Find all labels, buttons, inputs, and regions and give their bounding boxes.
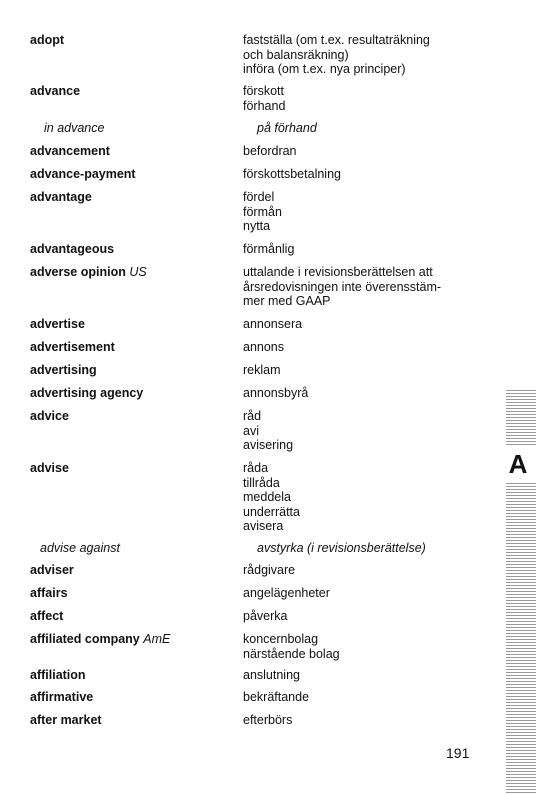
definition-line: uttalande i revisionsberättelsen att xyxy=(243,265,433,279)
entry-term: adverse opinion US xyxy=(30,265,147,279)
entry-definitions xyxy=(243,317,503,332)
definition-line: närstående bolag xyxy=(243,646,340,661)
definition-line: fastställa (om t.ex. resultaträkning xyxy=(243,33,430,47)
definition-line: anslutning xyxy=(243,668,300,682)
definition-line: reklam xyxy=(243,363,281,377)
definition-line: mer med GAAP xyxy=(243,294,331,308)
definition-line: efterbörs xyxy=(243,713,293,727)
entry-definitions xyxy=(243,409,503,453)
definition-line: råd xyxy=(243,409,262,423)
entry-term: affairs xyxy=(30,586,68,600)
definition-line: råda xyxy=(243,461,269,475)
entry-definitions xyxy=(243,713,503,728)
entry-subterm: advise against xyxy=(40,541,120,555)
entry-definitions xyxy=(243,563,503,578)
entry-definitions xyxy=(257,121,517,136)
entry-term: advertise xyxy=(30,317,85,331)
thumb-index-letter: A xyxy=(500,447,536,481)
definition-line: avisera xyxy=(243,519,284,533)
term-qualifier: AmE xyxy=(143,632,171,646)
definition-line: tillråda xyxy=(243,475,280,490)
entry-term: adopt xyxy=(30,33,65,47)
definition-line: koncernbolag xyxy=(243,632,319,646)
entry-term: affiliated company AmE xyxy=(30,632,171,646)
definition-line: förmån xyxy=(243,204,282,219)
entry-definitions xyxy=(243,190,503,234)
entry-definitions xyxy=(243,668,503,683)
definition-line: förskott xyxy=(243,84,284,98)
entry-term: advancement xyxy=(30,144,110,158)
definition-line: avstyrka (i revisionsberättelse) xyxy=(257,541,426,555)
definition-line: fördel xyxy=(243,190,275,204)
entry-definitions xyxy=(243,167,503,182)
definition-line: nytta xyxy=(243,219,271,233)
entry-term: affect xyxy=(30,609,64,623)
entry-term: advantageous xyxy=(30,242,115,256)
entry-term: advance-payment xyxy=(30,167,136,181)
entry-definitions xyxy=(243,609,503,624)
entry-definitions xyxy=(243,632,503,661)
entry-term: affirmative xyxy=(30,690,94,704)
term-qualifier: US xyxy=(129,265,147,279)
definition-line: förhand xyxy=(243,98,286,113)
definition-line: annons xyxy=(243,340,285,354)
entry-definitions xyxy=(243,242,503,257)
entry-term: advertisement xyxy=(30,340,115,354)
definition-line: befordran xyxy=(243,144,297,158)
definition-line: meddela xyxy=(243,490,291,504)
definition-line: annonsera xyxy=(243,317,303,331)
definition-line: annonsbyrå xyxy=(243,386,309,400)
definition-line: och balansräkning) xyxy=(243,47,349,62)
entry-term: adviser xyxy=(30,563,74,577)
entry-definitions xyxy=(243,265,503,309)
entry-term: advise xyxy=(30,461,69,475)
page-number: 191 xyxy=(446,745,470,761)
entry-definitions xyxy=(243,386,503,401)
entry-definitions xyxy=(243,33,503,77)
entry-definitions xyxy=(243,144,503,159)
definition-line: angelägenheter xyxy=(243,586,330,600)
entry-subterm: in advance xyxy=(44,121,105,135)
entry-definitions xyxy=(243,363,503,378)
entry-term: advertising xyxy=(30,363,97,377)
entry-term: advance xyxy=(30,84,81,98)
definition-line: förskottsbetalning xyxy=(243,167,341,181)
entry-term: affiliation xyxy=(30,668,86,682)
definition-line: påverka xyxy=(243,609,288,623)
entry-term: advice xyxy=(30,409,69,423)
definition-line: rådgivare xyxy=(243,563,296,577)
entry-term: advantage xyxy=(30,190,92,204)
entry-definitions xyxy=(243,461,503,534)
entry-definitions xyxy=(243,586,503,601)
definition-line: förmånlig xyxy=(243,242,295,256)
definition-line: införa (om t.ex. nya principer) xyxy=(243,62,406,76)
entry-definitions xyxy=(243,690,503,705)
entry-definitions xyxy=(257,541,517,556)
definition-line: på förhand xyxy=(257,121,317,135)
definition-line: avisering xyxy=(243,438,294,452)
definition-line: underrätta xyxy=(243,504,300,519)
entry-definitions xyxy=(243,84,503,113)
definition-line: bekräftande xyxy=(243,690,310,704)
definition-line: avi xyxy=(243,423,259,438)
entry-term: advertising agency xyxy=(30,386,144,400)
entry-definitions xyxy=(243,340,503,355)
entry-term: after market xyxy=(30,713,102,727)
definition-line: årsredovisningen inte överensstäm- xyxy=(243,279,442,294)
